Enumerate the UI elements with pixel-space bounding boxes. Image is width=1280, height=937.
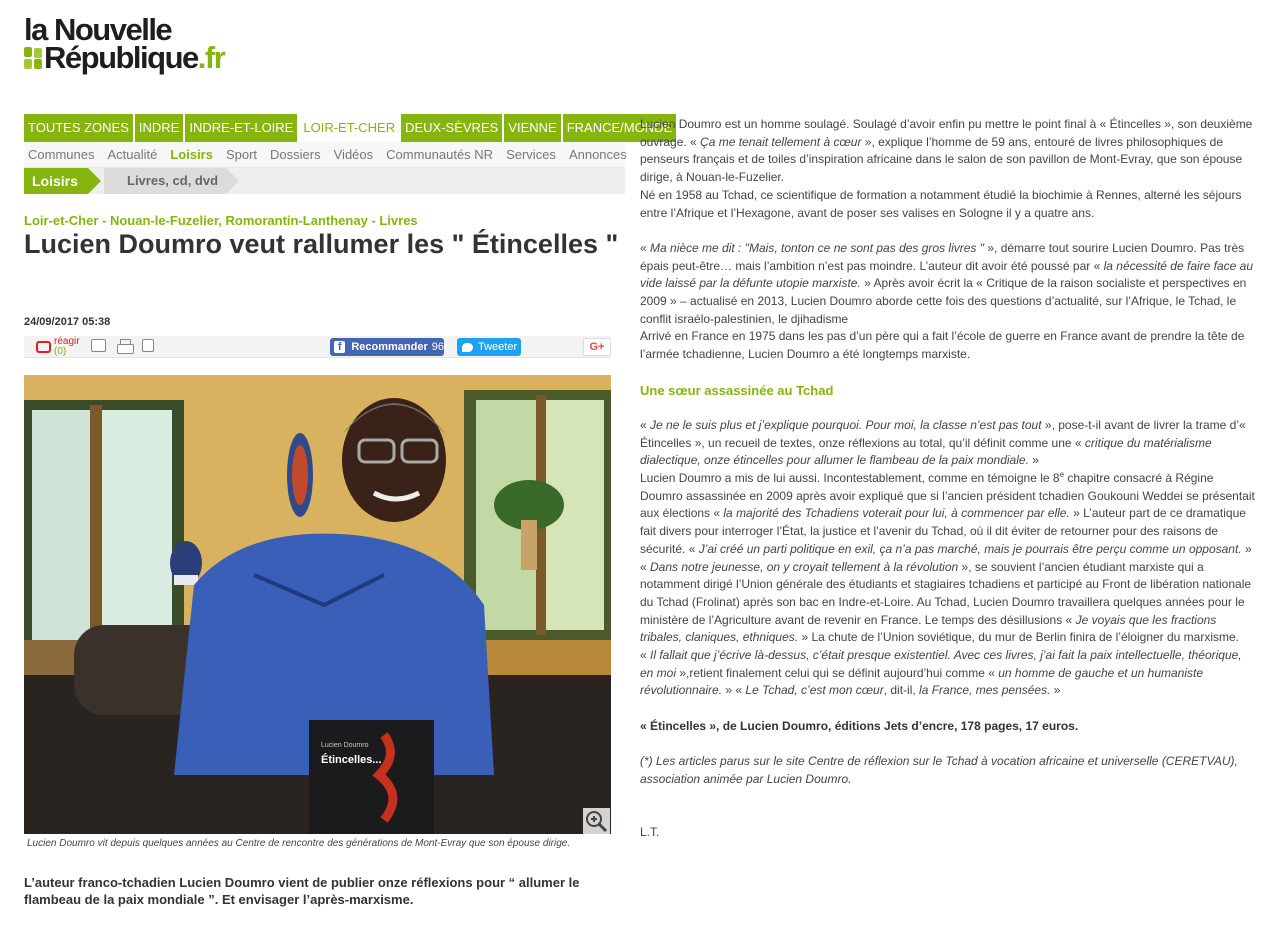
facebook-label: Recommander — [351, 341, 428, 353]
breadcrumb-subsection[interactable]: Livres, cd, dvd — [104, 168, 226, 194]
nav-indre-et-loire[interactable]: INDRE-ET-LOIRE — [185, 114, 297, 142]
body-paragraph-3: « Ma nièce me dit : "Mais, tonton ce ne sont pas des gros livres " », démarre tout sourire Lucien Doumro. Pas très épais peut-être… mais l’ambition n’est pas moindre. L’auteur dit avoir été poussé par « la nécessité de faire face au vide laissé par la défunte utopie marxiste. » Après avoir écrit la « Critique de la raison socialiste et perspectives en 2009 » – actualisé en 2013, Lucien Doumro aborde cette fois des questions d’actualité, sur l’Afrique, le Tchad, le conflit israélo-palestinien, le djihadisme — [640, 240, 1254, 326]
main-nav — [24, 114, 673, 142]
zoom-button[interactable] — [583, 808, 610, 834]
subnav-annonces[interactable]: Annonces — [568, 147, 627, 162]
article-kicker[interactable]: Loir-et-Cher - Nouan-le-Fuzelier, Romorantin-Lanthenay - Livres — [24, 213, 418, 228]
subnav-sport[interactable]: Sport — [225, 147, 258, 162]
breadcrumb-section[interactable]: Loisirs — [24, 168, 88, 194]
body-paragraph-6: Lucien Doumro a mis de lui aussi. Incontestablement, comme en témoigne le 8e chapitre consacré à Régine Doumro assassinée en 2009 après avoir expliqué que si l’ancien président tchadien Goukouni Weddei se présentait aux élections « la majorité des Tchadiens voterait pour lui, à commencer par elle. » L’auteur part de ce dramatique fait divers pour interroger l’État, la justice et l’avenir du Tchad, où il dit éviter de retourner pour des raisons de sécurité. « J’ai créé un parti politique en exil, ça n’a pas marché, mais je pourrais être perçu comme un opposant. » « Dans notre jeunesse, on y croyait tellement à la révolution », se souvient l’ancien étudiant marxiste qui a notamment dirigé l’Union générale des étudiants et stagiaires tchadiens et participé au Front de libération nationale du Tchad (Frolinat) après son bac en Indre-et-Loire. Au Tchad, Lucien Doumro travaillera quelques années pour le ministère de l’Agriculture avant de revenir en France. Le temps des désillusions « Je voyais que les fractions tribales, claniques, ethniques. » La chute de l’Union soviétique, du mur de Berlin finira de l’éloigner du marxisme. — [640, 470, 1255, 645]
logo-line-1: la Nouvelle — [24, 12, 172, 47]
react-label: réagir — [54, 336, 80, 347]
nav-vienne[interactable]: VIENNE — [504, 114, 560, 142]
body-paragraph-4: Arrivé en France en 1975 dans les pas d’un père qui a fait l’école de guerre en France avant de prendre la tête de l’armée tchadienne, Lucien Doumro a été longtemps marxiste. — [640, 329, 1245, 362]
tweet-label: Tweeter — [478, 341, 518, 353]
logo-line-2 — [24, 40, 264, 75]
body-paragraph-2: Né en 1958 au Tchad, ce scientifique de formation a notamment étudié la biochimie à Rennes, alterné les séjours entre l’Afrique et l’Hexagone, avant de poser ses valises en Sologne il y a quatre ans. — [640, 187, 1242, 220]
book-author: Lucien Doumro — [321, 742, 369, 749]
article-photo[interactable] — [24, 375, 611, 834]
body-paragraph-1: Lucien Doumro est un homme soulagé. Soulagé d’avoir enfin pu mettre le point final à « Étincelles », son deuxième ouvrage. « Ça me tenait tellement à cœur », explique l’homme de 59 ans, entouré de livres philosophiques de penseurs français et de toiles d’inspiration africaine dans le salon de son pavillon de Mont-Evray, que son épouse dirige, à Nouan-le-Fuzelier. — [640, 117, 1253, 185]
print-icon[interactable] — [117, 339, 132, 353]
article-date: 24/09/2017 05:38 — [24, 316, 111, 328]
subnav-communautes[interactable]: Communautés NR — [386, 147, 494, 162]
email-icon[interactable] — [91, 339, 106, 352]
comment-icon — [36, 341, 51, 353]
author-signature: L.T. — [640, 825, 660, 840]
nav-deux-sevres[interactable]: DEUX-SÈVRES — [401, 114, 502, 142]
subnav-actualite[interactable]: Actualité — [107, 147, 158, 162]
logo-mark-icon — [24, 47, 42, 69]
react-count: (0) — [54, 346, 67, 357]
google-plus-button[interactable]: G+ — [583, 338, 611, 356]
subnav-videos[interactable]: Vidéos — [333, 147, 374, 162]
article-title: Lucien Doumro veut rallumer les " Étincelles " — [24, 229, 619, 259]
nav-france-monde[interactable]: FRANCE/MONDE — [563, 114, 676, 142]
site-logo[interactable] — [24, 12, 264, 80]
subnav-communes[interactable]: Communes — [28, 147, 95, 162]
book-title: Étincelles... — [321, 754, 382, 766]
subnav-services[interactable]: Services — [506, 147, 556, 162]
breadcrumb — [24, 168, 625, 194]
twitter-bird-icon — [462, 343, 473, 352]
sub-nav — [24, 142, 625, 168]
photo-illustration — [24, 375, 611, 834]
body-subheading: Une sœur assassinée au Tchad — [640, 382, 834, 398]
facebook-recommend-button[interactable] — [330, 338, 444, 356]
article-lead: L’auteur franco-tchadien Lucien Doumro vient de publier onze réflexions pour “ allumer le flambeau de la paix mondiale ”. Et envisager l’après-marxisme. — [24, 875, 580, 907]
footnote: (*) Les articles parus sur le site Centre de réflexion sur le Tchad à vocation africaine et universelle (CERETVAU), association animée par Lucien Doumro. — [640, 754, 1238, 786]
facebook-count: 96 — [431, 341, 444, 353]
facebook-icon: f — [334, 341, 345, 353]
nav-loir-et-cher[interactable]: LOIR-ET-CHER — [299, 114, 399, 142]
photo-caption: Lucien Doumro vit depuis quelques années au Centre de rencontre des générations de Mont-Evray que son épouse dirige. — [27, 838, 571, 849]
logo-word: République — [44, 40, 198, 75]
book-info: « Étincelles », de Lucien Doumro, éditions Jets d’encre, 178 pages, 17 euros. — [640, 718, 1079, 733]
tweet-button[interactable] — [457, 338, 521, 356]
font-size-icon[interactable] — [142, 339, 154, 352]
nav-toutes-zones[interactable]: TOUTES ZONES — [24, 114, 133, 142]
share-toolbar — [24, 336, 611, 358]
subnav-loisirs[interactable]: Loisirs — [170, 147, 213, 162]
article-body — [640, 116, 1256, 842]
react-button[interactable] — [36, 337, 80, 357]
nav-indre[interactable]: INDRE — [135, 114, 183, 142]
body-paragraph-7: « Il fallait que j’écrive là-dessus, c’était presque existentiel. Avec ces livres, j’ai fait la paix intellectuelle, théorique, en moi »,retient finalement celui qui se définit aujourd’hui comme « un homme de gauche et un humaniste révolutionnaire. » « Le Tchad, c’est mon cœur, dit-il, la France, mes pensées. » — [640, 648, 1242, 698]
logo-tld: .fr — [197, 40, 225, 75]
magnifier-icon — [583, 808, 610, 834]
body-paragraph-5: « Je ne le suis plus et j’explique pourquoi. Pour moi, la classe n’est pas tout », pose-t-il avant de livrer la trame d’« Étincelles », un recueil de textes, onze réflexions au total, qu’il définit comme une « critique du matérialisme dialectique, onze étincelles pour allumer le flambeau de la paix mondiale. » — [640, 417, 1246, 468]
subnav-dossiers[interactable]: Dossiers — [270, 147, 321, 162]
